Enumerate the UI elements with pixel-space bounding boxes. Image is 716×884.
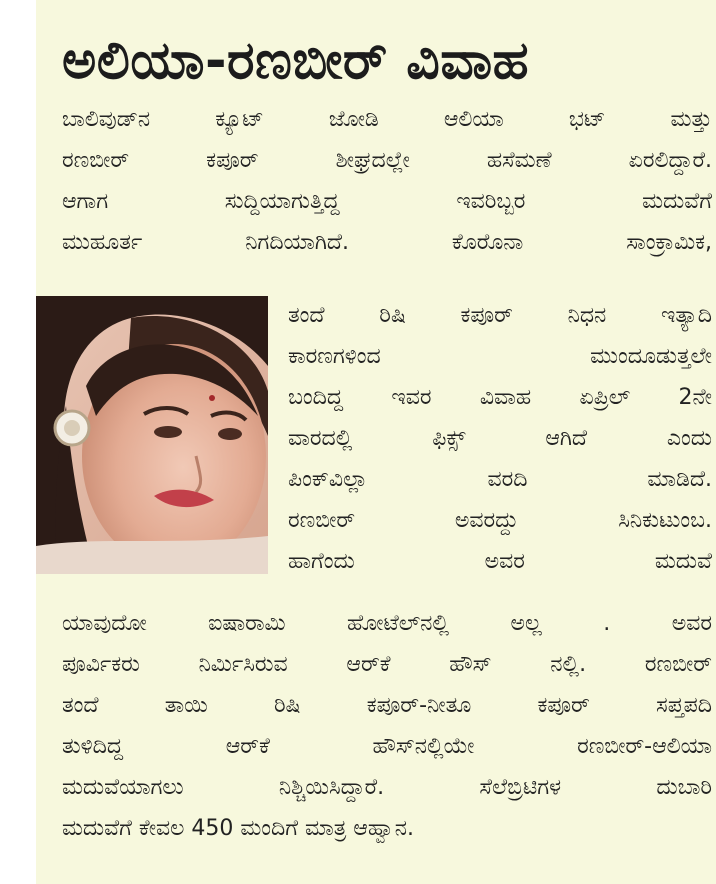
body-line: ವಾರದಲ್ಲಿ ಫಿಕ್ಸ್ ಆಗಿದೆ ಎಂದು — [288, 426, 712, 451]
body-line: ಪೂರ್ವಿಕರು ನಿರ್ಮಿಸಿರುವ ಆರ್‌ಕೆ ಹೌಸ್ ನಲ್ಲಿ. ರಣಬೀರ್ — [62, 652, 712, 677]
body-line: ತಂದೆ ತಾಯಿ ರಿಷಿ ಕಪೂರ್-ನೀತೂ ಕಪೂರ್ ಸಪ್ತಪದಿ — [62, 693, 712, 718]
news-clipping — [36, 0, 716, 884]
body-line: ಕಾರಣಗಳಿಂದ ಮುಂದೂಡುತ್ತಲೇ — [288, 344, 712, 369]
body-line: ತಂದೆ ರಿಷಿ ಕಪೂರ್ ನಿಧನ ಇತ್ಯಾದಿ — [288, 303, 712, 328]
actress-portrait-photo — [36, 296, 268, 574]
body-line: ರಣಬೀರ್ ಕಪೂರ್ ಶೀಘ್ರದಲ್ಲೇ ಹಸೆಮಣೆ ಏರಲಿದ್ದಾರೆ. — [62, 148, 712, 173]
body-line: ಆಗಾಗ ಸುದ್ದಿಯಾಗುತ್ತಿದ್ದ ಇವರಿಬ್ಬರ ಮದುವೆಗೆ — [62, 189, 712, 214]
body-line: ಯಾವುದೋ ಐಷಾರಾಮಿ ಹೋಟೆಲ್‌ನಲ್ಲಿ ಅಲ್ಲ . ಅವರ — [62, 611, 712, 636]
body-line: ರಣಬೀರ್ ಅವರದ್ದು ಸಿನಿಕುಟುಂಬ. — [288, 508, 712, 533]
body-line: ಬಾಲಿವುಡ್‌ನ ಕ್ಯೂಟ್ ಜೋಡಿ ಆಲಿಯಾ ಭಟ್ ಮತ್ತು — [62, 107, 712, 132]
body-line: ತುಳಿದಿದ್ದ ಆರ್‌ಕೆ ಹೌಸ್‌ನಲ್ಲಿಯೇ ರಣಬೀರ್-ಆಲಿಯಾ — [62, 734, 712, 759]
body-line: ಬಂದಿದ್ದ ಇವರ ವಿವಾಹ ಏಪ್ರಿಲ್ 2ನೇ — [288, 385, 712, 410]
body-line: ಮದುವೆಯಾಗಲು ನಿಶ್ಚಿಯಿಸಿದ್ದಾರೆ. ಸೆಲೆಬ್ರಿಟಿಗಳ ದುಬಾರಿ — [62, 775, 712, 800]
body-line: ಮುಹೂರ್ತ ನಿಗದಿಯಾಗಿದೆ. ಕೊರೊನಾ ಸಾಂಕ್ರಾಮಿಕ, — [62, 230, 712, 255]
headline: ಅಲಿಯಾ-ರಣಬೀರ್ ವಿವಾಹ — [62, 31, 530, 91]
body-line: ಹಾಗೆಂದು ಅವರ ಮದುವೆ — [288, 549, 712, 574]
body-line: ಪಿಂಕ್‌ವಿಲ್ಲಾ ವರದಿ ಮಾಡಿದೆ. — [288, 467, 712, 492]
page-edge — [0, 0, 36, 884]
body-line: ಮದುವೆಗೆ ಕೇವಲ 450 ಮಂದಿಗೆ ಮಾತ್ರ ಆಹ್ವಾನ. — [62, 816, 414, 841]
